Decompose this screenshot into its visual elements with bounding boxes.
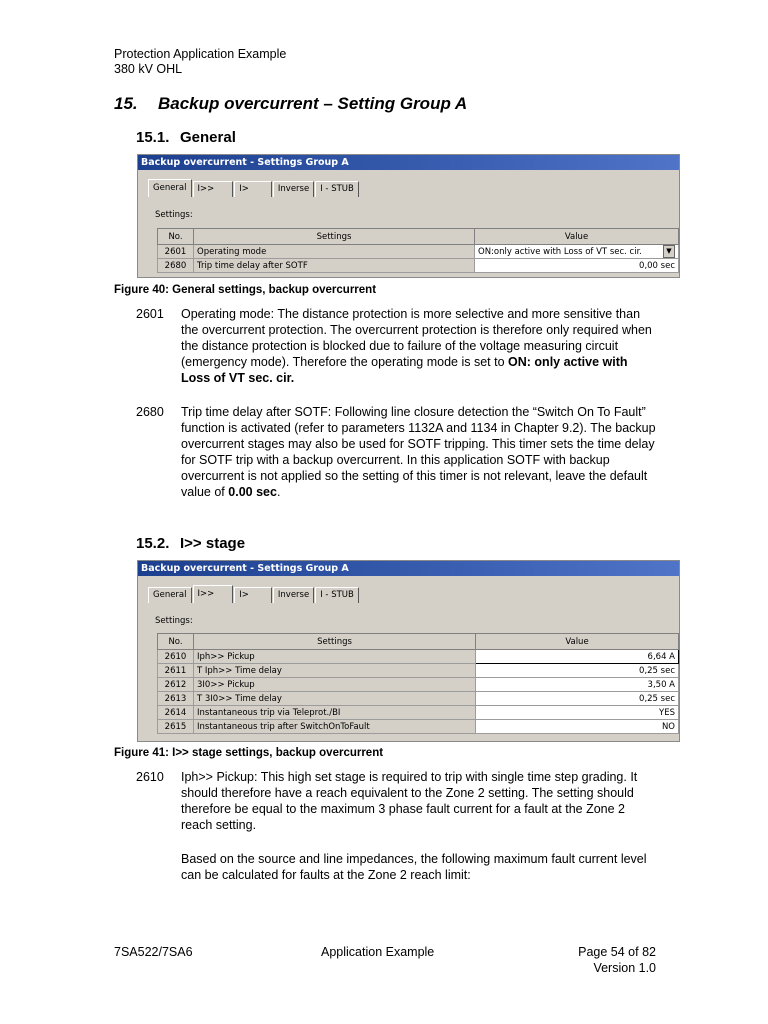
paragraph-bold: ON: only active with Loss of VT sec. cir. [181,355,628,385]
tab-general[interactable]: General [148,587,192,603]
settings-table [157,228,679,273]
tab-i[interactable]: I> [234,181,272,197]
row-number: 2601 [158,245,194,259]
column-header-settings[interactable]: Settings [194,634,476,650]
column-header-no[interactable]: No. [158,229,194,245]
table-row [158,720,679,734]
parameter-number: 2680 [136,405,164,419]
tab-inverse[interactable]: Inverse [273,587,314,603]
subsection-number: 15.2. [136,535,170,552]
row-value-field[interactable]: 6,64 A [476,650,679,664]
figure-caption-41: Figure 41: I>> stage settings, backup overcurrent [114,747,384,759]
row-number: 2612 [158,678,194,692]
tab-inverse[interactable]: Inverse [273,181,314,197]
section-number: 15. [114,94,138,113]
row-value-field[interactable]: 0,25 sec [476,664,679,678]
row-value-field[interactable]: 3,50 A [476,678,679,692]
tab-i-high[interactable]: I>> [193,585,234,603]
settings-table [157,633,679,734]
footer-document-type: Application Example [321,945,435,959]
row-value-field[interactable]: 0,25 sec [476,692,679,706]
parameter-number: 2610 [136,770,164,784]
section-title: Backup overcurrent – Setting Group A [158,94,468,113]
paragraph-2601 [136,306,656,386]
subsection-title: General [180,129,236,146]
settings-label: Settings: [155,210,193,220]
paragraph-bold: 0.00 sec [228,485,277,499]
column-header-value[interactable]: Value [475,229,679,245]
row-setting: T Iph>> Time delay [194,664,476,678]
table-row [158,650,679,664]
row-number: 2680 [158,259,194,273]
row-setting: Trip time delay after SOTF [194,259,475,273]
settings-window-general [137,154,680,278]
tab-i-high[interactable]: I>> [193,181,234,197]
footer-version: Version 1.0 [593,961,656,975]
section-heading [114,94,467,114]
table-row [158,664,679,678]
tab-bar [148,180,360,197]
parameter-number: 2601 [136,307,164,321]
table-row [158,259,679,273]
footer-product: 7SA522/7SA6 [114,945,193,959]
row-number: 2614 [158,706,194,720]
row-setting: T 3I0>> Time delay [194,692,476,706]
dropdown-value: ON:only active with Loss of VT sec. cir. [478,246,643,257]
row-value-field[interactable]: YES [476,706,679,720]
table-row [158,245,679,259]
subsection-title: I>> stage [180,535,246,552]
row-value-field[interactable]: NO [476,720,679,734]
row-number: 2615 [158,720,194,734]
paragraph-end: . [276,485,281,499]
paragraph-2610 [136,769,656,833]
subsection-heading-stage [136,535,245,552]
window-title: Backup overcurrent - Settings Group A [138,561,679,576]
paragraph-fault-current [136,851,656,883]
row-setting: Iph>> Pickup [194,650,476,664]
row-setting: Instantaneous trip after SwitchOnToFault [194,720,476,734]
row-value-field[interactable]: 0,00 sec [475,259,679,273]
row-number: 2613 [158,692,194,706]
tab-i[interactable]: I> [234,587,272,603]
chevron-down-icon[interactable]: ▼ [663,245,675,258]
tab-bar [148,586,360,603]
row-number: 2611 [158,664,194,678]
tab-i-stub[interactable]: I - STUB [315,181,359,197]
row-number: 2610 [158,650,194,664]
subsection-heading-general [136,129,236,146]
row-setting: Instantaneous trip via Teleprot./BI [194,706,476,720]
window-title: Backup overcurrent - Settings Group A [138,155,679,170]
table-row [158,706,679,720]
operating-mode-dropdown[interactable] [475,245,679,259]
column-header-settings[interactable]: Settings [194,229,475,245]
paragraph-text: Iph>> Pickup: This high set stage is required to trip with single time step grading. It should therefore have a reach equivalent to the Zone 2 setting. The setting should therefore be equal to the maximum 3 phase fault current for a fault at the Zone 2 reach setting. [181,770,638,832]
row-setting: Operating mode [194,245,475,259]
header-subtitle: 380 kV OHL [114,62,183,76]
header-title: Protection Application Example [114,47,287,61]
paragraph-text: Operating mode: The distance protection is more selective and more sensitive than the overcurrent protection. The overcurrent protection is therefore only required when the distance protection is blocked due to failure of the voltage measuring circuit (emergency mode). Therefore the operating mode is set to [181,307,652,369]
footer-page-number: Page 54 of 82 [578,945,656,959]
column-header-no[interactable]: No. [158,634,194,650]
settings-label: Settings: [155,616,193,626]
paragraph-text: Trip time delay after SOTF: Following line closure detection the “Switch On To Fault” function is activated (refer to parameters 1132A and 1134 in Chapter 9.2). The backup overcurrent stages may also be used for SOTF tripping. This timer sets the time delay for SOTF trip with a backup overcurrent. In this application SOTF with backup overcurrent is not applied so the setting of this timer is not relevant, leave the default value of [181,405,656,499]
figure-caption-40: Figure 40: General settings, backup overcurrent [114,284,377,296]
paragraph-2680 [136,404,656,500]
tab-i-stub[interactable]: I - STUB [315,587,359,603]
table-row [158,678,679,692]
paragraph-text: Based on the source and line impedances, the following maximum fault current level can be calculated for faults at the Zone 2 reach limit: [181,852,647,882]
settings-window-stage [137,560,680,742]
table-row [158,692,679,706]
column-header-value[interactable]: Value [476,634,679,650]
row-setting: 3I0>> Pickup [194,678,476,692]
subsection-number: 15.1. [136,129,170,146]
tab-general[interactable]: General [148,179,192,197]
